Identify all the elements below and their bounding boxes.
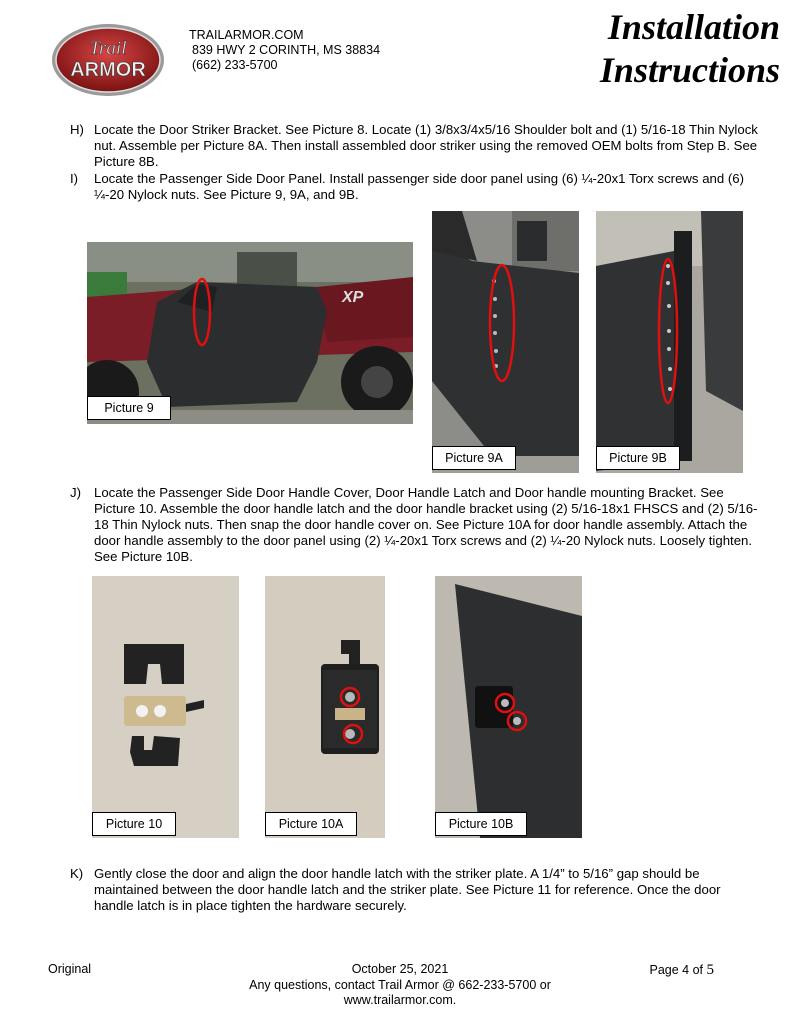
footer-contact-line: Any questions, contact Trail Armor @ 662-233-5700 or [249,977,551,992]
step-h [70,122,760,170]
picture-10-caption: Picture 10 [92,812,176,836]
step-text: Gently close the door and align the door handle latch with the striker plate. A 1/4” to 5/16” gap should be maintained between the door handle latch and the striker plate. See Picture 11 for reference. Once the door handle latch is in place tighten the hardware securely. [94,866,721,913]
step-j [70,485,760,565]
step-text: Locate the Passenger Side Door Handle Cover, Door Handle Latch and Door handle mounting Bracket. See Picture 10. Assemble the door handle latch and the door handle bracket using (2) 5/16-18x1 FHSCS and (2) 5/16-18 Thin Nylock nuts. Then snap the door handle cover on. See Picture 10A for door handle assembly. Attach the door handle assembly to the door panel using (2) ¼-20x1 Torx screws and (2) ¼-20 Nylock nuts. Loosely tighten. See Picture 10B. [94,485,758,564]
picture-9b-caption: Picture 9B [596,446,680,470]
step-label: H) [70,122,84,137]
step-label: J) [70,485,81,500]
document-title [600,6,780,92]
company-phone: (662) 233-5700 [192,58,278,72]
company-website: TRAILARMOR.COM [189,28,304,42]
picture-9a-caption: Picture 9A [432,446,516,470]
step-k [70,866,760,914]
company-address: 839 HWY 2 CORINTH, MS 38834 [192,43,381,57]
title-line-1: Installation [607,7,780,47]
step-text: Locate the Passenger Side Door Panel. Install passenger side door panel using (6) ¼-20x1 Torx screws and (6) ¼-20 Nylock nuts. See Picture 9, 9A, and 9B. [94,171,744,202]
picture-10b-caption: Picture 10B [435,812,527,836]
picture-9a-photo [432,211,579,473]
picture-9b-photo [596,211,743,473]
step-label: K) [70,866,84,881]
step-label: I) [70,171,79,186]
svg-text:ARMOR: ARMOR [70,59,146,81]
page-number [650,962,715,979]
svg-text:XP: XP [342,289,364,306]
page-total: 5 [706,962,714,978]
trail-armor-logo [50,22,166,98]
step-text: Locate the Door Striker Bracket. See Picture 8. Locate (1) 3/8x3/4x5/16 Shoulder bolt and (1) 5/16-18 Thin Nylock nut. Assemble per Picture 8A. Then install assembled door striker using the removed OEM bolts from Step B. See Picture 8B. [94,122,758,169]
company-info [189,28,380,73]
footer-contact [200,962,600,1009]
picture-9-caption: Picture 9 [87,396,171,420]
footer-date: October 25, 2021 [351,962,449,976]
page-number-prefix: Page 4 of [649,963,707,977]
footer-website: www.trailarmor.com. [343,993,457,1007]
picture-10b-photo [435,576,582,838]
picture-10a-photo [265,576,385,838]
picture-10a-caption: Picture 10A [265,812,357,836]
step-i [70,171,760,203]
picture-10-photo [92,576,239,838]
svg-text:Trail: Trail [89,38,127,59]
footer-revision: Original [48,962,92,976]
title-line-2: Instructions [599,50,780,90]
